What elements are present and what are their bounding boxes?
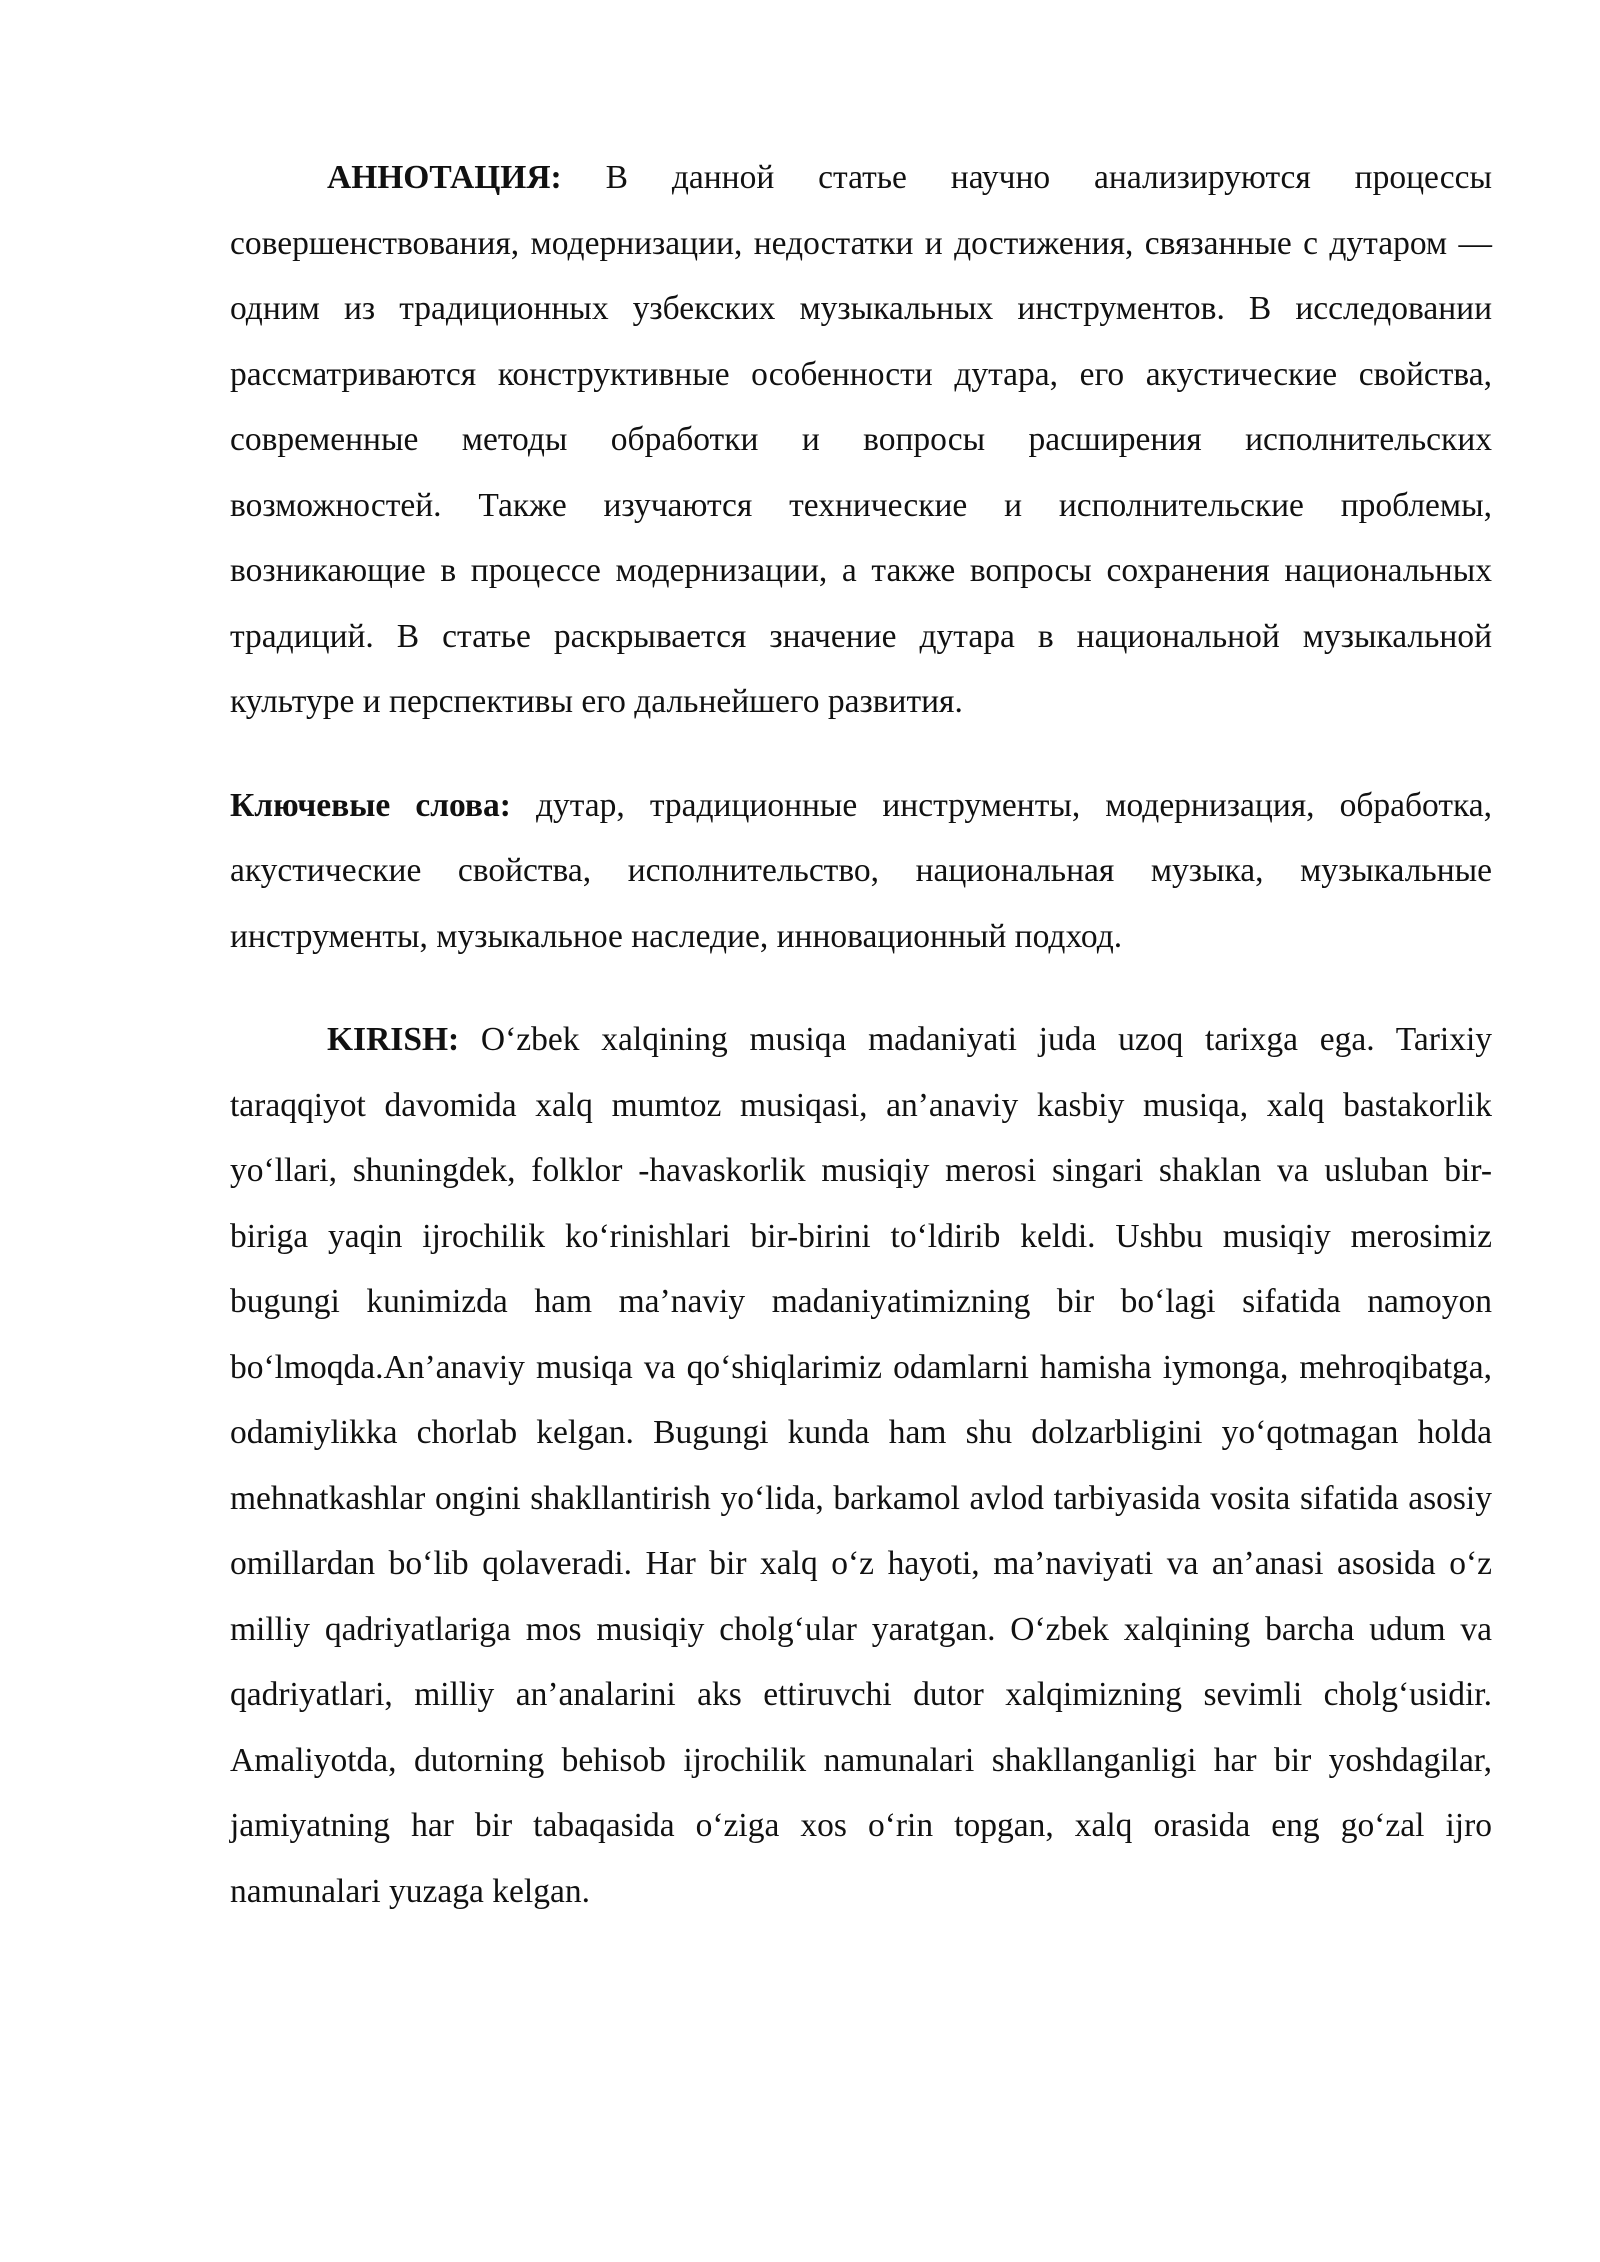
- annotation-text: В данной статье научно анализируются процессы совершенствования, модернизации, недостатки и достижения, связанные с дутаром — одним из традиционных узбекских музыкальных инструментов. В исследовании рассматриваются конструктивные особенности дутара, его акустические свойства, современные методы обработки и вопросы расширения исполнительских возможностей. Также изучаются технические и исполнительские проблемы, возникающие в процессе модернизации, а также вопросы сохранения национальных традиций. В статье раскрывается значение дутара в национальной музыкальной культуре и перспективы его дальнейшего развития.: [230, 159, 1492, 720]
- keywords-text: дутар, традиционные инструменты, модернизация, обработка, акустические свойства, исполнительство, национальная музыка, музыкальные инструменты, музыкальное наследие, инновационный подход.: [230, 786, 1492, 955]
- annotation-heading: АННОТАЦИЯ:: [327, 159, 562, 196]
- document-page: [230, 145, 1492, 1924]
- annotation-paragraph: [230, 145, 1492, 735]
- introduction-heading: KIRISH:: [327, 1021, 460, 1058]
- introduction-text: Oʻzbek xalqining musiqa madaniyati juda uzoq tarixga ega. Tarixiy taraqqiyot davomida xalq mumtoz musiqasi, an’anaviy kasbiy musiqa, xalq bastakorlik yoʻllari, shuningdek, folklor -havaskorlik musiqiy merosi singari shaklan va usluban bir-biriga yaqin ijrochilik koʻrinishlari bir-birini toʻldirib keldi. Ushbu musiqiy merosimiz bugungi kunimizda ham ma’naviy madaniyatimizning bir boʻlagi sifatida namoyon boʻlmoqda.An’anaviy musiqa va qoʻshiqlarimiz odamlarni hamisha iymonga, mehroqibatga, odamiylikka chorlab kelgan. Bugungi kunda ham shu dolzarbligini yoʻqotmagan holda mehnatkashlar ongini shakllantirish yoʻlida, barkamol avlod tarbiyasida vosita sifatida asosiy omillardan boʻlib qolaveradi. Har bir xalq oʻz hayoti, ma’naviyati va an’anasi asosida oʻz milliy qadriyatlariga mos musiqiy cholgʻular yaratgan. Oʻzbek xalqining barcha udum va qadriyatlari, milliy an’analarini aks ettiruvchi dutor xalqimizning sevimli cholgʻusidir. Amaliyotda, dutorning behisob ijrochilik namunalari shakllanganligi har bir yoshdagilar, jamiyatning har bir tabaqasida oʻziga xos oʻrin topgan, xalq orasida eng goʻzal ijro namunalari yuzaga kelgan.: [230, 1021, 1492, 1910]
- keywords-paragraph: [230, 773, 1492, 970]
- keywords-heading: Ключевые слова:: [230, 786, 511, 824]
- introduction-paragraph: [230, 1007, 1492, 1924]
